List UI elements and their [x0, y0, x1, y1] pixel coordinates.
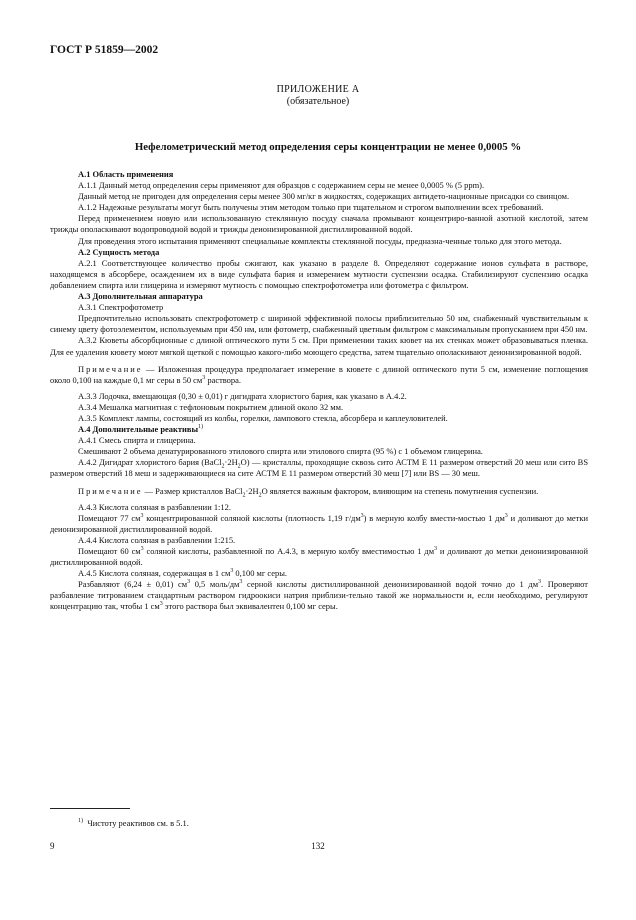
footnote-marker: 1): [78, 818, 83, 825]
section-heading-a2: А.2 Сущность метода: [78, 246, 160, 257]
paragraph-a3-1: А.3.1 Спектрофотометр: [78, 302, 164, 313]
paragraph: Данный метод не пригоден для определения серы менее 300 мг/кг в жидкостях, содержащих антидето-национные присадки со свинцом.: [78, 191, 570, 202]
paragraph-a1-2: А.1.2 Надежные результаты могут быть получены этим методом только при тщательном и строгом выполнении всех требований.: [78, 202, 544, 213]
section-heading-a1: А.1 Область применения: [78, 169, 174, 179]
section-heading-a4: А.4 Дополнительные реактивы$^{1)}$: [78, 424, 204, 435]
document-body: [50, 169, 588, 613]
footnote-ref: 1): [198, 424, 204, 431]
footnote-divider: [50, 808, 130, 809]
paragraph-a4-5: А.4.5 Кислота соляная, содержащая в 1 $см^3$ 0,100 мг серы.: [78, 568, 288, 579]
note-a3: Примечание — Изложенная процедура предполагает измерение в кювете с длиной оптического пути 5 см, изменение поглощения около 0,100 на каждые 0,1 мг серы в 50 $см^3$ раствора.: [50, 363, 588, 385]
paragraph-a4-1: А.4.1 Смесь спирта и глицерина.: [78, 435, 196, 446]
appendix-title: ПРИЛОЖЕНИЕ А: [276, 84, 360, 95]
footnote-text: Чистоту реактивов см. в 5.1.: [87, 818, 189, 828]
paragraph: Для проведения этого испытания применяют специальные комплекты стеклянной посуды, предназна-ченные только для этого метода.: [78, 235, 562, 246]
paragraph-a4-2: А.4.2 Дигидрат хлористого бария $(BaCl_2\cdot 2H_2O)$ — кристаллы, проходящие сквозь сито АСТМ Е 11 размером отверстий 20 меш или сито BS размером отверстий 18 меш и задерживающиеся на сите АСТМ Е 11 размером отверстий 30 меш [7] или BS — 30 меш.: [50, 457, 589, 479]
paragraph-a1-1: А.1.1 Данный метод определения серы применяют для образцов с содержанием серы не менее 0,0005 % (5 ppm).: [78, 180, 485, 191]
paragraph: Помещают 77 $см^3$ концентрированной соляной кислоты (плотность 1,19 $г/дм^3$) в мерную колбу вмести-мостью 1 $дм^3$ и доливают до метки деионизированной дистиллированной водой.: [50, 512, 588, 534]
paragraph-a3-5: А.3.5 Комплект лампы, состоящий из колбы, горелки, лампового стекла, абсорбера и каплеуловителей.: [78, 412, 448, 423]
appendix-heading: [0, 84, 636, 108]
paragraph-a3-3: А.3.3 Лодочка, вмещающая (0,30 ± 0,01) г дигидрата хлористого бария, как указано в А.4.2.: [78, 390, 407, 401]
appendix-status: (обязательное): [286, 96, 350, 107]
standard-header: ГОСТ Р 51859—2002: [50, 44, 159, 56]
page-number-left: 9: [50, 841, 55, 851]
paragraph-a2-1: А.2.1 Соответствующее количество пробы сжигают, как указано в разделе 8. Определяют содержание ионов сульфата в растворе, находящемся в абсорбере, осаждением их в виде сульфата бария и измерением мутности суспензии осадка. Стабилизируют суспензию осадка добавлением спирта или глицерина и измеряют мутность с помощью спектрофотометра или фотометра с фильтром.: [50, 257, 588, 290]
paragraph: Смешивают 2 объема денатурированного этилового спирта или этилового спирта (95 %) с 1 объемом глицерина.: [78, 446, 483, 457]
note-label: Примечание: [78, 485, 143, 496]
page-number-center: 132: [311, 841, 325, 851]
paragraph: Перед применением новую или использованную стеклянную посуду сначала промывают концентриро-ванной азотной кислотой, затем трижды ополаскивают водопроводной водой и трижды деионизированной дистиллированной водой.: [50, 213, 588, 235]
paragraph-a4-4: А.4.4 Кислота соляная в разбавлении 1:215.: [78, 534, 236, 545]
section-heading-a3: А.3 Дополнительная аппаратура: [78, 291, 203, 302]
paragraph: Предпочтительно использовать спектрофотометр с шириной эффективной полосы приблизительно 50 нм, снабженный чувствительным к синему цвету фотоэлементом, используемым при 450 нм, или фотометр, снабженный цветным фильтром с максимальным пропусканием при 450 нм.: [50, 313, 588, 335]
note-label: Примечание: [78, 363, 143, 374]
footnote: [78, 818, 189, 828]
paragraph-a4-3: А.4.3 Кислота соляная в разбавлении 1:12.: [78, 501, 231, 512]
paragraph: Помещают 60 $см^3$ соляной кислоты, разбавленной по А.4.3, в мерную колбу вместимостью 1 $дм^3$ и доливают до метки деионизированной дистиллированной водой.: [50, 546, 588, 568]
paragraph-a3-4: А.3.4 Мешалка магнитная с тефлоновым покрытием длиной около 32 мм.: [78, 401, 344, 412]
note-a4: Примечание — Размер кристаллов $BaCl_2\cdot 2H_2O$ является важным фактором, влияющим на степень помутнения суспензии.: [78, 485, 539, 499]
paragraph: Разбавляют (6,24 ± 0,01) $см^3$ 0,5 моль/$дм^3$ серной кислоты дистиллированной деионизированной водой точно до 1 $дм^3$. Проверяют разбавление титрованием стандартным раствором гидроокиси натрия приблизи-тельно такой же нормальности и, если необходимо, регулируют концентрацию так, чтобы 1 $см^3$ этого раствора был эквивалентен 0,100 мг серы.: [50, 579, 588, 612]
document-title: Нефелометрический метод определения серы концентрации не менее 0,0005 %: [134, 141, 522, 153]
paragraph-a3-2: А.3.2 Кюветы абсорбционные с длиной оптического пути 5 см. При применении таких кювет на их стенках может образовываться пленка. Для ее удаления кювету моют мягкой щеткой с помощью какого-либо моющего средства, затем тщательно ополаскивают деионизированной водой.: [50, 335, 588, 357]
